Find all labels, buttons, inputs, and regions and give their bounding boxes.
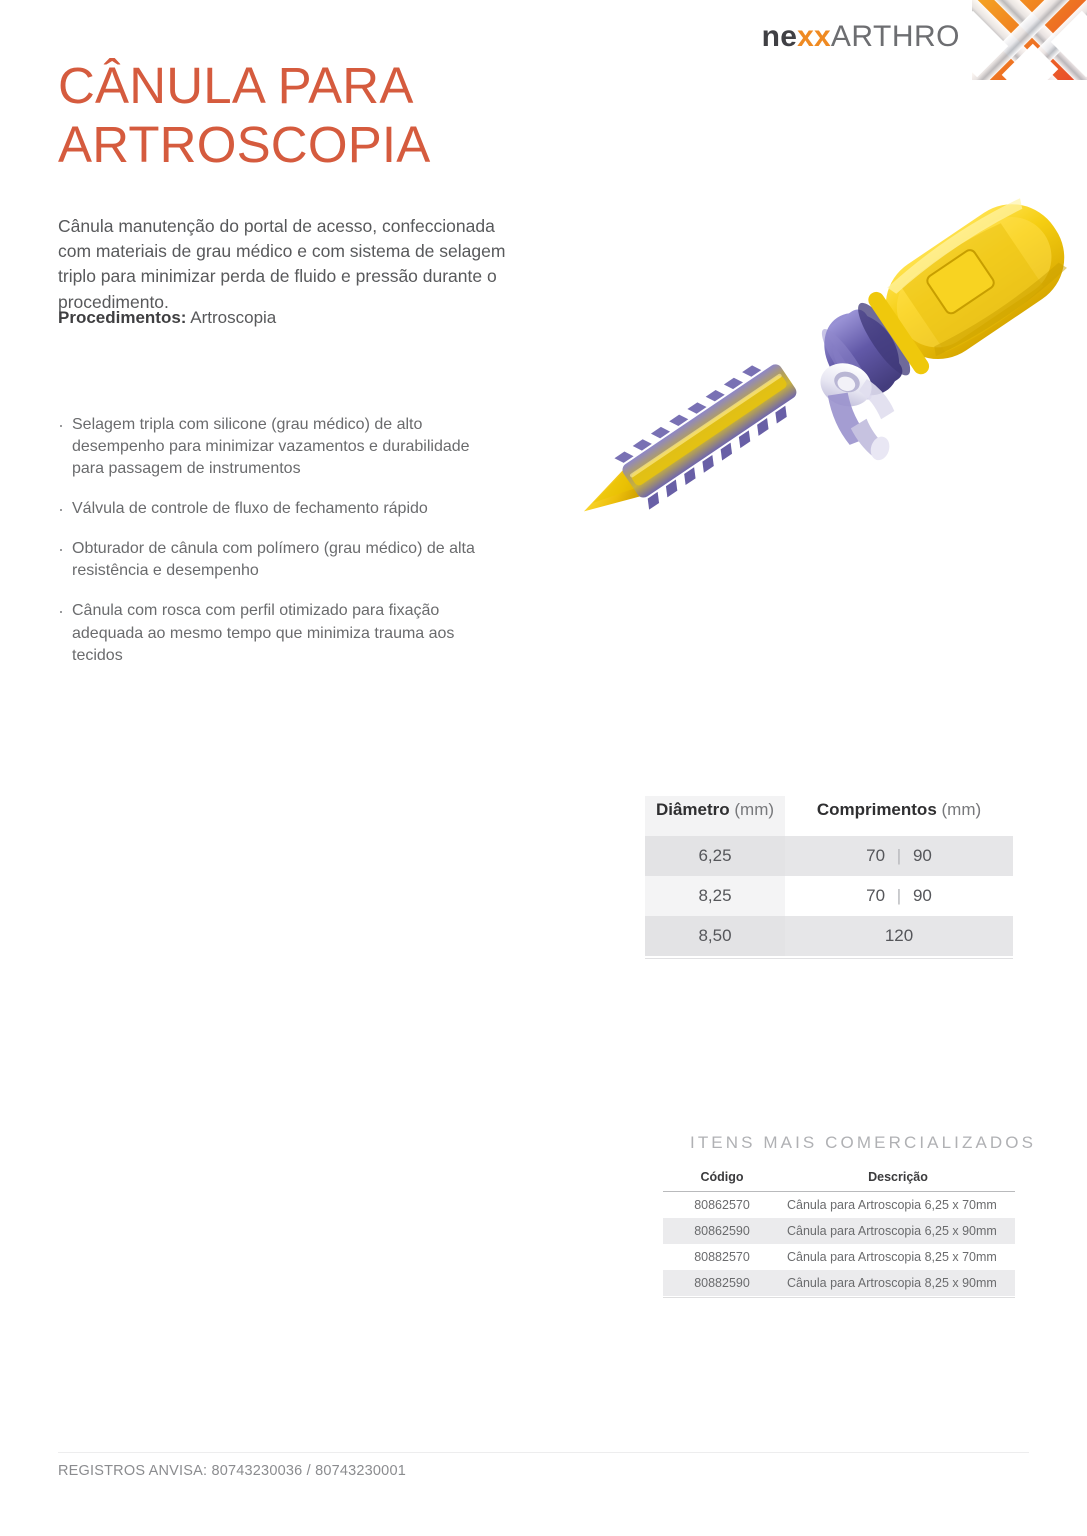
table-row (663, 1218, 1015, 1244)
features-list (58, 414, 478, 685)
length-value: 70 (866, 846, 886, 865)
column-header-description: Descrição (781, 1168, 1015, 1192)
table-row (645, 876, 1013, 916)
cell-description: Cânula para Artroscopia 8,25 x 90mm (781, 1270, 1015, 1296)
length-value: 120 (884, 926, 914, 945)
nexx-logo-mark-icon (972, 0, 1087, 80)
length-value: 70 (866, 886, 886, 905)
table-bottom-rule (663, 1297, 1015, 1298)
column-header-lengths (785, 796, 1013, 836)
cell-code: 80862590 (663, 1218, 781, 1244)
length-value: 90 (912, 886, 932, 905)
procedures-value: Artroscopia (190, 308, 277, 327)
best-sellers-table (663, 1168, 1015, 1298)
brand-wordmark (762, 22, 960, 52)
footer-divider (58, 1452, 1029, 1453)
list-item: · Selagem tripla com silicone (grau médico) de alto desempenho para minimizar vazamentos e durabilidade para passagem de instrumentos (58, 414, 478, 480)
column-header-diameter-label: Diâmetro (655, 800, 730, 819)
column-header-diameter (645, 796, 785, 836)
product-image (540, 175, 1087, 585)
list-item: · Obturador de cânula com polímero (grau médico) de alta resistência e desempenho (58, 538, 478, 582)
procedures-label: Procedimentos: (58, 308, 187, 327)
wordmark-xx-icon: xx (797, 20, 831, 53)
column-header-code: Código (663, 1168, 781, 1192)
length-separator: | (896, 846, 902, 865)
cannula-illustration-icon (540, 175, 1087, 585)
cell-code: 80882590 (663, 1270, 781, 1296)
table-header-row (663, 1168, 1015, 1192)
table-row (663, 1270, 1015, 1296)
wordmark-arthro: ARTHRO (830, 20, 960, 53)
column-header-diameter-unit: (mm) (734, 800, 775, 819)
cell-diameter: 6,25 (645, 836, 785, 876)
cell-lengths (785, 876, 1013, 916)
list-item: · Válvula de controle de fluxo de fechamento rápido (58, 498, 478, 520)
footer-registration: REGISTROS ANVISA: 80743230036 / 80743230001 (58, 1463, 406, 1479)
brand-logo (762, 0, 1087, 80)
table-bottom-rule (645, 958, 1013, 959)
procedures-line (58, 306, 518, 330)
cell-diameter: 8,50 (645, 916, 785, 956)
table-row (645, 836, 1013, 876)
wordmark-nex: ne (761, 20, 798, 53)
table-header-row (645, 796, 1013, 836)
cell-description: Cânula para Artroscopia 8,25 x 70mm (787, 1250, 997, 1264)
length-separator: | (896, 886, 902, 905)
intro-paragraph: Cânula manutenção do portal de acesso, confeccionada com materiais de grau médico e com sistema de selagem triplo para minimizar perda de fluido e pressão durante o procedimento. (58, 215, 506, 312)
cell-lengths (785, 916, 1013, 956)
cell-diameter: 8,25 (645, 876, 785, 916)
cell-description: Cânula para Artroscopia 6,25 x 70mm (787, 1198, 997, 1212)
page-title: CÂNULA PARA ARTROSCOPIA (58, 57, 431, 174)
cell-lengths (785, 836, 1013, 876)
list-item: · Cânula com rosca com perfil otimizado para fixação adequada ao mesmo tempo que minimiza trauma aos tecidos (58, 600, 478, 666)
cell-code: 80882570 (694, 1250, 750, 1264)
table-row (663, 1244, 1015, 1270)
dimensions-table (645, 796, 1013, 959)
table-row (663, 1192, 1015, 1219)
cell-code: 80862570 (694, 1198, 750, 1212)
length-value: 90 (912, 846, 932, 865)
column-header-lengths-label: Comprimentos (816, 800, 937, 819)
cell-description: Cânula para Artroscopia 6,25 x 90mm (781, 1218, 1015, 1244)
best-sellers-heading: ITENS MAIS COMERCIALIZADOS (690, 1133, 1037, 1152)
column-header-lengths-unit: (mm) (941, 800, 982, 819)
table-row (645, 916, 1013, 956)
